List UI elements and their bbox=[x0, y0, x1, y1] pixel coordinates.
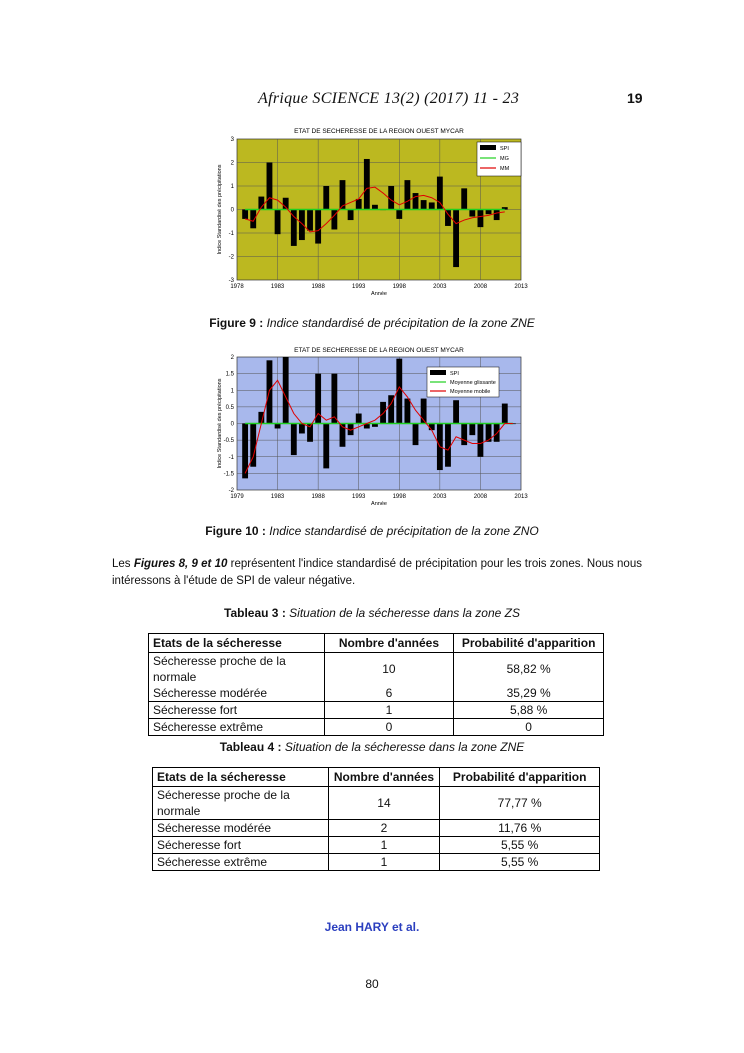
header-cell: Etats de la sécheresse bbox=[149, 634, 325, 653]
x-tick-label: 2013 bbox=[514, 494, 528, 500]
y-tick-label: -1 bbox=[228, 231, 234, 237]
y-tick-label: 1 bbox=[230, 388, 234, 395]
x-tick-label: 1983 bbox=[270, 494, 285, 500]
table-cell: Sécheresse proche de la normale bbox=[153, 787, 329, 820]
y-tick-label: 1.5 bbox=[225, 371, 234, 378]
header-cell: Probabilité d'apparition bbox=[454, 634, 604, 653]
spi-bar bbox=[469, 424, 475, 436]
table-cell: 11,76 % bbox=[440, 820, 600, 837]
header-cell: Etats de la sécheresse bbox=[153, 768, 329, 787]
x-tick-label: 1979 bbox=[230, 494, 244, 500]
figure-10-title: Indice standardisé de précipitation de la zone ZNO bbox=[269, 524, 539, 538]
journal-title: Afrique SCIENCE 13(2) (2017) 11 - 23 bbox=[258, 90, 520, 107]
table-cell: 10 bbox=[324, 653, 454, 686]
table-cell: 1 bbox=[328, 837, 440, 854]
x-tick-label: 2008 bbox=[473, 284, 488, 290]
x-tick-label: 1998 bbox=[392, 284, 406, 290]
paragraph-intro: Les bbox=[112, 558, 134, 570]
y-axis-label: Indice Standardisé des précipitations bbox=[217, 164, 223, 255]
y-tick-label: -1 bbox=[228, 454, 234, 461]
table-row bbox=[153, 854, 600, 871]
spi-bar bbox=[299, 424, 305, 434]
legend-entry: MM bbox=[500, 166, 510, 172]
spi-bar bbox=[307, 210, 313, 231]
y-tick-label: -2 bbox=[228, 488, 234, 494]
figure-10-chart bbox=[215, 345, 535, 510]
spi-bar bbox=[356, 414, 362, 424]
tableau-4 bbox=[152, 767, 600, 871]
tableau-4-label: Tableau 4 : bbox=[219, 740, 282, 754]
y-tick-label: 1 bbox=[230, 184, 234, 190]
spi-bar bbox=[356, 199, 362, 210]
y-tick-label: -2 bbox=[228, 254, 234, 261]
x-tick-label: 1988 bbox=[311, 494, 325, 500]
x-tick-label: 1993 bbox=[352, 284, 366, 290]
table-cell: Sécheresse fort bbox=[149, 702, 325, 719]
spi-bar bbox=[396, 210, 402, 219]
spi-bar bbox=[453, 400, 459, 423]
spi-bar bbox=[299, 210, 305, 241]
chart-title: ETAT DE SECHERESSE DE LA REGION OUEST MYCAR bbox=[294, 347, 464, 354]
legend-entry: SPI bbox=[500, 146, 509, 152]
spi-bar bbox=[445, 424, 451, 467]
spi-bar bbox=[478, 210, 484, 228]
table-cell: 35,29 % bbox=[454, 685, 604, 702]
y-tick-label: 2 bbox=[230, 160, 234, 167]
spi-bar bbox=[404, 180, 410, 209]
y-axis-label: Indice Standardisé des précipitations bbox=[217, 378, 223, 469]
body-paragraph bbox=[112, 556, 642, 590]
y-tick-label: 2 bbox=[230, 355, 234, 361]
x-tick-label: 1988 bbox=[311, 284, 325, 290]
table-cell: 0 bbox=[454, 719, 604, 736]
x-axis-label: Année bbox=[371, 501, 387, 507]
spi-bar bbox=[453, 210, 459, 268]
table-cell: 2 bbox=[328, 820, 440, 837]
table-row bbox=[149, 702, 604, 719]
table-cell: 1 bbox=[324, 702, 454, 719]
table-cell: 5,88 % bbox=[454, 702, 604, 719]
paragraph-figure-refs: Figures 8, 9 et 10 bbox=[133, 558, 228, 570]
tableau-3-title: Situation de la sécheresse dans la zone ZS bbox=[289, 606, 520, 620]
table-row bbox=[149, 719, 604, 736]
page-number: 80 bbox=[365, 977, 379, 991]
spi-bar bbox=[364, 159, 370, 210]
table-cell: 5,55 % bbox=[440, 854, 600, 871]
spi-bar bbox=[494, 210, 500, 221]
table-cell: 77,77 % bbox=[440, 787, 600, 820]
x-axis-label: Année bbox=[371, 291, 387, 297]
chart-title: ETAT DE SECHERESSE DE LA REGION OUEST MYCAR bbox=[294, 128, 464, 135]
table-row bbox=[153, 837, 600, 854]
y-tick-label: -0.5 bbox=[223, 438, 234, 445]
spi-bar bbox=[413, 424, 419, 446]
y-tick-label: 0.5 bbox=[225, 404, 234, 411]
spi-bar bbox=[404, 399, 410, 424]
x-tick-label: 2003 bbox=[433, 284, 447, 290]
x-tick-label: 2008 bbox=[473, 494, 488, 500]
table-cell: Sécheresse modérée bbox=[153, 820, 329, 837]
spi-bar bbox=[421, 200, 427, 209]
legend-swatch-spi bbox=[480, 145, 496, 150]
table-cell: Sécheresse modérée bbox=[149, 685, 325, 702]
figure-9-chart bbox=[215, 125, 535, 300]
spi-bar bbox=[461, 188, 467, 209]
table-row bbox=[153, 820, 600, 837]
x-tick-label: 2003 bbox=[433, 494, 447, 500]
spi-bar bbox=[413, 193, 419, 209]
x-tick-label: 1993 bbox=[352, 494, 366, 500]
spi-bar bbox=[348, 210, 354, 221]
figure-9-caption bbox=[0, 316, 744, 330]
table-cell: Sécheresse fort bbox=[153, 837, 329, 854]
x-tick-label: 1998 bbox=[392, 494, 406, 500]
legend-swatch-spi bbox=[430, 370, 446, 375]
paragraph-text: représentent l'indice standardisé de précipitation pour les trois zones. Nous nous intéressons à l'étude de SPI de valeur négative. bbox=[112, 558, 642, 587]
spi-bar bbox=[291, 424, 297, 456]
table-row bbox=[149, 653, 604, 686]
tableau-3-caption bbox=[0, 606, 744, 620]
x-tick-label: 1983 bbox=[270, 284, 285, 290]
table-cell: Sécheresse proche de la normale bbox=[149, 653, 325, 686]
x-tick-label: 2013 bbox=[514, 284, 528, 290]
spi-bar bbox=[380, 402, 386, 424]
header-cell: Nombre d'années bbox=[324, 634, 454, 653]
spi-bar bbox=[323, 424, 329, 469]
spi-bar bbox=[323, 186, 329, 210]
spi-bar bbox=[291, 210, 297, 246]
header-cell: Probabilité d'apparition bbox=[440, 768, 600, 787]
spi-bar bbox=[429, 424, 435, 431]
table-cell: 58,82 % bbox=[454, 653, 604, 686]
table-cell: Sécheresse extrême bbox=[149, 719, 325, 736]
y-tick-label: 0 bbox=[230, 207, 234, 214]
spi-bar bbox=[315, 210, 321, 244]
x-tick-label: 1978 bbox=[230, 284, 244, 290]
legend-entry: Moyenne mobile bbox=[450, 389, 491, 395]
author-footer: Jean HARY et al. bbox=[324, 920, 420, 934]
table-row bbox=[153, 787, 600, 820]
table-cell: 0 bbox=[324, 719, 454, 736]
figure-10-label: Figure 10 : bbox=[205, 524, 266, 538]
y-tick-label: 3 bbox=[230, 137, 234, 143]
header-cell: Nombre d'années bbox=[328, 768, 440, 787]
spi-bar bbox=[461, 424, 467, 446]
table-cell: 5,55 % bbox=[440, 837, 600, 854]
tableau-3-label: Tableau 3 : bbox=[224, 606, 286, 620]
spi-bar bbox=[267, 163, 273, 210]
y-tick-label: -1.5 bbox=[223, 471, 234, 478]
table-cell: 1 bbox=[328, 854, 440, 871]
tableau-4-caption bbox=[0, 740, 744, 754]
table-header-row bbox=[153, 768, 600, 787]
spi-bar bbox=[429, 202, 435, 209]
spi-bar bbox=[275, 210, 281, 235]
spi-bar bbox=[250, 210, 256, 229]
figure-10-caption bbox=[0, 524, 744, 538]
spi-bar bbox=[478, 424, 484, 457]
spi-bar bbox=[283, 357, 289, 424]
table-cell: 14 bbox=[328, 787, 440, 820]
y-tick-label: 0 bbox=[230, 421, 234, 428]
spi-bar bbox=[242, 210, 248, 219]
legend-entry: Moyenne glissante bbox=[450, 380, 496, 386]
spi-bar bbox=[469, 210, 475, 217]
spi-bar bbox=[331, 374, 337, 424]
journal-page-number: 19 bbox=[627, 90, 643, 106]
figure-9-label: Figure 9 : bbox=[209, 316, 264, 330]
table-row bbox=[149, 685, 604, 702]
spi-bar bbox=[502, 404, 508, 424]
tableau-3 bbox=[148, 633, 604, 736]
table-cell: 6 bbox=[324, 685, 454, 702]
y-tick-label: -3 bbox=[228, 278, 234, 284]
legend-entry: SPI bbox=[450, 371, 459, 377]
legend-entry: MG bbox=[500, 156, 509, 162]
running-header bbox=[0, 90, 744, 110]
spi-bar bbox=[494, 424, 500, 442]
tableau-4-title: Situation de la sécheresse dans la zone ZNE bbox=[284, 740, 525, 754]
table-header-row bbox=[149, 634, 604, 653]
table-cell: Sécheresse extrême bbox=[153, 854, 329, 871]
figure-9-title: Indice standardisé de précipitation de la zone ZNE bbox=[266, 316, 535, 330]
